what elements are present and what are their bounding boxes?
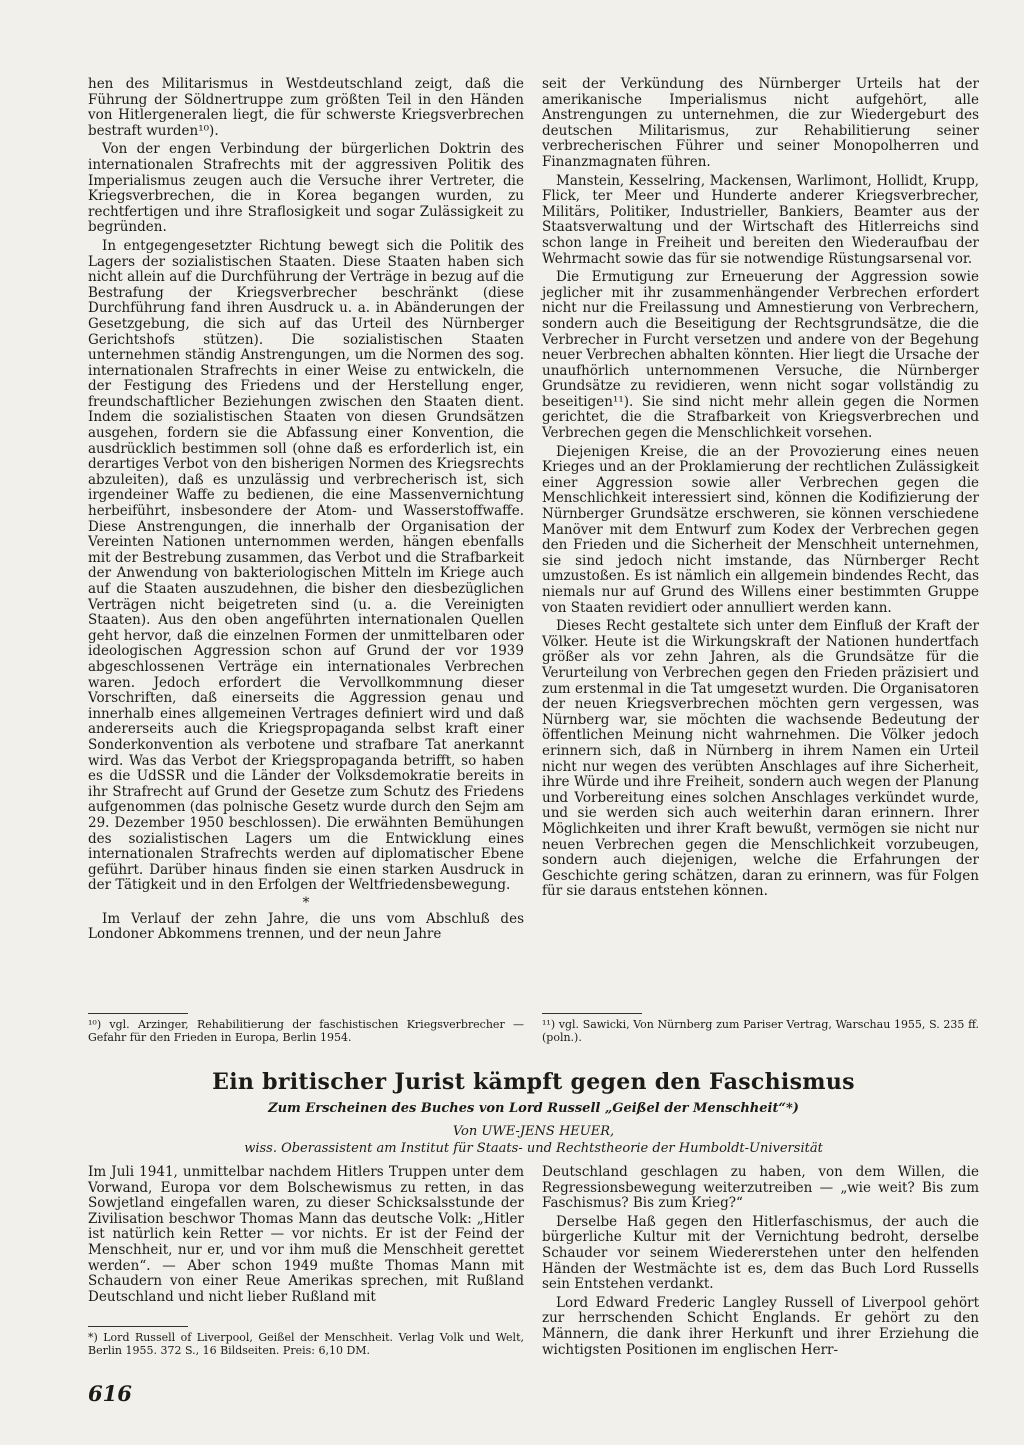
footnote-book: *) Lord Russell of Liverpool, Geißel der Menschheit. Verlag Volk und Welt, Berlin 1955. 372 S., 16 Bildseiten. Preis: 6,10 DM. (88, 1331, 524, 1357)
footnote-rule (542, 1013, 642, 1014)
column-top-right (542, 77, 979, 903)
section-separator: * (302, 894, 310, 911)
paragraph: Manstein, Kesselring, Mackensen, Warlimont, Hollidt, Krupp, Flick, ter Meer und Hunderte anderer Kriegsverbrecher, Militärs, Politiker, Industrieller, Bankiers, Beamter aus der Staatsverwaltung und der Wirtschaft des Hitlerreichs sind schon lange in Freiheit und bereiten den Wiederaufbau der Wehrmacht sowie das für sie notwendige Rüstungsarsenal vor. (542, 172, 979, 267)
paragraph: In entgegengesetzter Richtung bewegt sich die Politik des Lagers der sozialistischen Staaten. Diese Staaten haben sich nicht allein auf die Durchführung der Verträge in bezug auf die Bestrafung der Kriegsverbrecher beschränkt (diese Durchführung fand ihren Ausdruck u. a. in Abänderungen der Gesetzgebung, die sich auf das Urteil des Nürnberger Gerichtshofs stützen). Die sozialistischen Staaten unternehmen ständig Anstrengungen, um die Normen des sog. internationalen Strafrechts in einer Weise zu entwickeln, die der Festigung des Friedens und der Herstellung enger, freundschaftlicher Beziehungen zwischen den Staaten dient. Indem die sozialistischen Staaten von diesen Grundsätzen ausgehen, fordern sie die Abfassung einer Konvention, die ausdrücklich bestimmen soll (ohne daß es erforderlich ist, ein derartiges Verbot von den bisherigen Normen des Kriegsrechts abzuleiten), daß es unzulässig und verbrecherisch ist, sich irgendeiner Waffe zu bedienen, die eine Massenvernichtung herbeiführt, insbesondere der Atom- und Wasserstoffwaffe. Diese Anstrengungen, die innerhalb der Organisation der Vereinten Nationen unternommen werden, hängen ebenfalls mit der Bestrebung zusammen, das Verbot und die Strafbarkeit der Anwendung von bakteriologischen Mitteln im Kriege auch auf die Staaten auszudehnen, die bisher den diesbezüglichen Verträgen nicht beigetreten sind (u. a. die Vereinigten Staaten). Aus den oben angeführten internationalen Quellen geht hervor, daß die einzelnen Formen der unmittelbaren oder ideologischen Aggression schon auf Grund der vor 1939 abgeschlossenen Verträge ein internationales Verbrechen waren. Jedoch erfordert die Vervollkommnung dieser Vorschriften, daß einerseits die Aggression genau und innerhalb eines allgemeinen Vertrages definiert wird und daß andererseits auch die Kriegspropaganda selbst kraft einer Sonderkonvention als verbotene und strafbare Tat anerkannt wird. Was das Verbot der Kriegspropaganda betrifft, so haben es die UdSSR und die Länder der Volksdemokratie bereits in ihr Strafrecht auf Grund der Gesetze zum Schutz des Friedens aufgenommen (das polnische Gesetz wurde durch den Sejm am 29. Dezember 1950 beschlossen). Die erwähnten Bemühungen des sozialistischen Lagers um die Entwicklung eines internationalen Strafrechts werden auf diplomatischer Ebene geführt. Darüber hinaus finden sie einen starken Ausdruck in der Tätigkeit und in den Erfolgen der Weltfriedensbewegung. (88, 237, 524, 894)
paragraph: Diejenigen Kreise, die an der Provozierung eines neuen Krieges und an der Proklamierung der rechtlichen Zulässigkeit einer Aggression sowie aller Verbrechen gegen die Menschlichkeit interessiert sind, können die Kodifizierung der Nürnberger Grundsätze erschweren, sie können verschiedene Manöver mit dem Entwurf zum Kodex der Verbrechen gegen den Frieden und die Sicherheit der Menschheit unternehmen, sie sind jedoch nicht imstande, das Nürnberger Recht umzustoßen. Es ist nämlich ein allgemein bindendes Recht, das niemals nur auf Grund des Willens einer bestimmten Gruppe von Staaten revidiert oder annulliert werden kann. (542, 443, 979, 616)
paragraph: Deutschland geschlagen zu haben, von dem Willen, die Regressionsbewegung weiterzutreiben — „wie weit? Bis zum Faschismus? Bis zum Krieg?“ (542, 1164, 979, 1212)
column-bottom-right (542, 1165, 979, 1361)
footnote-11: ¹¹) vgl. Sawicki, Von Nürnberg zum Pariser Vertrag, Warschau 1955, S. 235 ff. (poln.). (542, 1018, 979, 1044)
paragraph: hen des Militarismus in Westdeutschland zeigt, daß die Führung der Söldnertruppe zum größten Teil in den Händen von Hitlergeneralen liegt, die für schwerste Kriegsverbrechen bestraft wurden¹⁰). (88, 76, 524, 139)
column-bottom-left (88, 1165, 524, 1308)
paragraph: Die Ermutigung zur Erneuerung der Aggression sowie jeglicher mit ihr zusammenhängender Verbrechen erfordert nicht nur die Freilassung und Amnestierung von Verbrechern, sondern auch die Beseitigung der Rechtsgrundsätze, die die Verbrecher in Furcht versetzen und andere von der Begehung neuer Verbrechen abhalten könnten. Hier liegt die Ursache der unaufhörlich unternommenen Versuche, die Nürnberger Grundsätze zu revidieren, wenn nicht sogar vollständig zu beseitigen¹¹). Sie sind nicht mehr allein gegen die Normen gerichtet, die die Strafbarkeit von Kriegsverbrechen und Verbrechen gegen die Menschlichkeit vorsehen. (542, 269, 979, 442)
footnote-10: ¹⁰) vgl. Arzinger, Rehabilitierung der faschistischen Kriegsverbrecher — Gefahr für den Frieden in Europa, Berlin 1954. (88, 1018, 524, 1044)
byline-affiliation: wiss. Oberassistent am Institut für Staats- und Rechtstheorie der Humboldt-Universität (244, 1141, 823, 1156)
paragraph: seit der Verkündung des Nürnberger Urteils hat der amerikanische Imperialismus nicht aufgehört, alle Anstrengungen zu unternehmen, die zur Wiedergeburt des deutschen Militarismus, zur Rehabilitierung seiner verbrecherischen Führer und seiner Monopolherren und Finanzmagnaten führen. (542, 76, 979, 170)
paragraph: Dieses Recht gestaltete sich unter dem Einfluß der Kraft der Völker. Heute ist die Wirkungskraft der Nationen hundertfach größer als vor zehn Jahren, als die Grundsätze für die Verurteilung von Verbrechen gegen den Frieden präzisiert und zum erstenmal in die Tat umgesetzt wurden. Die Organisatoren der neuen Kriegsverbrechen möchten gern vergessen, was Nürnberg war, sie möchten die wachsende Bedeutung der öffentlichen Meinung nicht wahrnehmen. Die Völker jedoch erinnern sich, daß in Nürnberg in ihrem Namen ein Urteil nicht nur wegen des verübten Anschlages auf ihre Sicherheit, ihre Würde und ihre Freiheit, sondern auch wegen der Planung und Vorbereitung eines solchen Anschlages verkündet wurde, und sie werden sich auch weiterhin daran erinnern. Ihrer Möglichkeiten und ihrer Kraft bewußt, vermögen sie nicht nur neuen Verbrechen gegen die Menschlichkeit vorzubeugen, sondern auch diejenigen, welche die Erfahrungen der Geschichte gering schätzen, daran zu erinnern, was für Folgen für sie daraus entstehen können. (542, 618, 979, 900)
byline-author: Von UWE-JENS HEUER, (452, 1124, 615, 1139)
page-number: 616 (88, 1381, 132, 1406)
article-title: Ein britischer Jurist kämpft gegen den Faschismus (212, 1069, 855, 1095)
paragraph: Im Verlauf der zehn Jahre, die uns vom Abschluß des Londoner Abkommens trennen, und der neun Jahre (88, 910, 524, 943)
article-subtitle: Zum Erscheinen des Buches von Lord Russell „Geißel der Menschheit“*) (268, 1101, 799, 1116)
paragraph: Derselbe Haß gegen den Hitlerfaschismus, der auch die bürgerliche Kultur mit der Vernichtung bedroht, derselbe Schauder vor seinem Wiedererstehen unter den helfenden Händen der Westmächte ist es, dem das Buch Lord Russells sein Entstehen verdankt. (542, 1213, 979, 1293)
footnote-rule (88, 1326, 188, 1327)
paragraph: Im Juli 1941, unmittelbar nachdem Hitlers Truppen unter dem Vorwand, Europa vor dem Bolschewismus zu retten, in das Sowjetland eingefallen waren, zu dieser Schicksalsstunde der Zivilisation beschwor Thomas Mann das deutsche Volk: „Hitler ist natürlich kein Retter — vor nichts. Er ist der Feind der Menschheit, nur er, und vor ihm muß die Menschheit gerettet werden“. — Aber schon 1949 mußte Thomas Mann mit Schaudern von einer Reue Amerikas sprechen, mit Rußland Deutschland und nicht lieber Rußland mit (88, 1164, 524, 1305)
paragraph: Von der engen Verbindung der bürgerlichen Doktrin des internationalen Strafrechts mit der aggressiven Politik des Imperialismus zeugen auch die Versuche ihrer Vertreter, die Kriegsverbrechen, die in Korea begangen wurden, zu rechtfertigen und ihre Straflosigkeit und sogar Zulässigkeit zu begründen. (88, 141, 524, 236)
column-top-left (88, 77, 524, 946)
paragraph: Lord Edward Frederic Langley Russell of Liverpool gehört zur herrschenden Schicht Englands. Er gehört zu den Männern, die dank ihrer Herkunft und ihrer Erziehung die wichtigsten Positionen im englischen Herr- (542, 1294, 979, 1358)
footnote-rule (88, 1013, 188, 1014)
